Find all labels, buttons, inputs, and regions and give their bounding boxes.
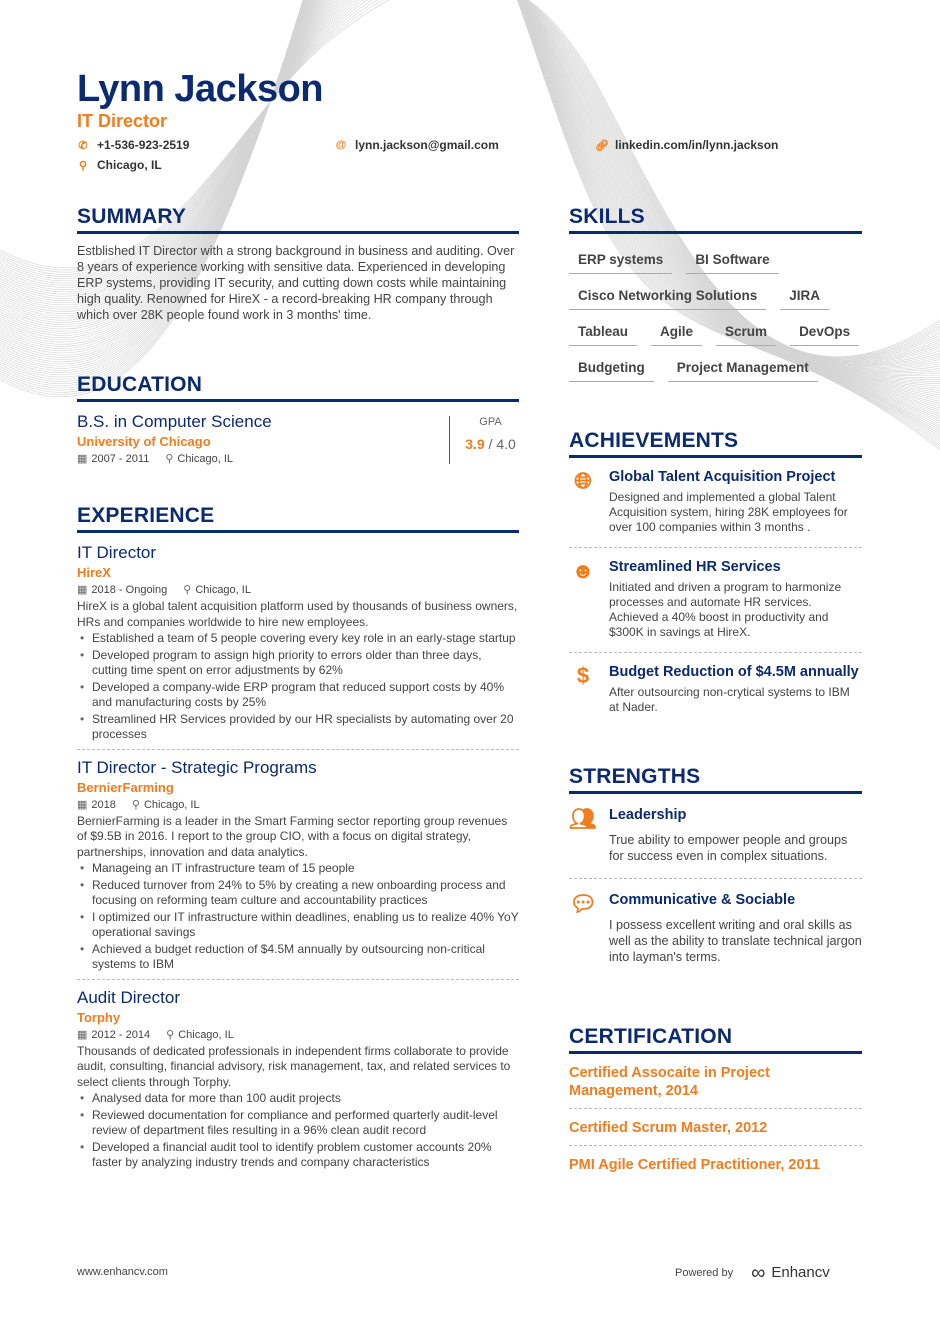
achievement-item xyxy=(569,653,862,727)
certification-item: PMI Agile Certified Practitioner, 2011 xyxy=(569,1157,820,1173)
calendar-icon: ▦ xyxy=(77,798,88,811)
achievement-item xyxy=(569,548,862,653)
bullet-item: • Developed a financial audit tool to identify problem customer accounts 20% faster by analyzing industry trends and company characteristics xyxy=(77,1140,519,1171)
gpa-max: / 4.0 xyxy=(488,436,516,452)
job-role: Audit Director xyxy=(77,987,180,1007)
linkedin-link[interactable]: linkedin.com/in/lynn.jackson xyxy=(615,138,779,152)
phone-text: +1-536-923-2519 xyxy=(97,138,190,152)
calendar-icon: ▦ xyxy=(77,584,88,596)
experience-section xyxy=(77,504,519,1171)
globe-icon: 🌐︎ xyxy=(574,468,592,493)
experience-entry xyxy=(77,543,519,750)
phone xyxy=(77,138,189,152)
section-title: SKILLS xyxy=(569,205,862,234)
strength-title: Leadership xyxy=(609,807,687,823)
header xyxy=(77,68,323,132)
skills-section xyxy=(569,205,862,382)
location-pin-icon: ⚲ xyxy=(131,798,140,811)
people-icon: 👥︎ xyxy=(569,806,597,831)
education-section xyxy=(77,373,519,468)
location-pin-icon: ⚲ xyxy=(166,1028,175,1041)
company-name: HireX xyxy=(77,565,111,580)
section-title: STRENGTHS xyxy=(569,765,862,794)
summary-text: Estblished IT Director with a strong background in business and auditing. Over 8 years of experience working with sensitive data. Experienced in developing ERP systems, providing IT security, and cutting down costs while maintaining high quality. Renowned for HireX - a record-breaking HR company through which over 28K people found work in 3 months' time. xyxy=(77,244,515,322)
strength-item xyxy=(569,794,862,879)
bullet-item: • Streamlined HR Services provided by our HR specialists by automating over 20 processes xyxy=(77,712,519,743)
dates: 2012 - 2014 xyxy=(91,1028,151,1041)
location: Chicago, IL xyxy=(177,453,234,465)
strength-text: I possess excellent writing and oral skills as well as the ability to translate technical jargon into layman's terms. xyxy=(609,918,862,964)
achievement-item xyxy=(569,458,862,548)
calendar-icon: ▦ xyxy=(77,1028,88,1041)
skill-tag: BI Software xyxy=(686,248,778,274)
bullet-item: • Achieved a budget reduction of $4.5M annually by outsourcing non-critical systems to IBM xyxy=(77,942,519,973)
skill-tag: Agile xyxy=(651,320,702,346)
skill-tag: Project Management xyxy=(668,356,818,382)
achievement-text: Designed and implemented a global Talent Acquisition system, hiring 28K employees for over 100 companies within 3 months . xyxy=(609,490,848,534)
experience-entry xyxy=(77,988,519,1171)
location-pin-icon: ⚲ xyxy=(165,453,174,465)
dates: 2007 - 2011 xyxy=(91,453,150,465)
location-pin-icon: ⚲ xyxy=(183,584,192,596)
bullet-item: • Established a team of 5 people covering every key role in an early-stage startup xyxy=(77,631,519,647)
bullet-item: • Reduced turnover from 24% to 5% by creating a new onboarding process and focusing on reforming team culture and accountability practices xyxy=(77,878,519,909)
skill-tag: Cisco Networking Solutions xyxy=(569,284,766,310)
strength-text: True ability to empower people and groups for success even in complex situations. xyxy=(609,833,848,863)
enhancv-logo-icon: ∞ xyxy=(751,1261,766,1284)
dates: 2018 xyxy=(91,798,116,811)
strength-item xyxy=(569,879,862,979)
section-title: EXPERIENCE xyxy=(77,504,519,533)
skill-tag: DevOps xyxy=(790,320,859,346)
job-role: IT Director - Strategic Programs xyxy=(77,757,317,777)
achievements-section xyxy=(569,429,862,727)
skill-tag: Tableau xyxy=(569,320,637,346)
achievement-title: Budget Reduction of $4.5M annually xyxy=(609,664,859,680)
experience-entry xyxy=(77,758,519,980)
bullet-item: • Reviewed documentation for compliance and performed quarterly audit-level review of department files resulting in a 96% clean audit record xyxy=(77,1108,519,1139)
gpa-box xyxy=(449,416,519,464)
dates: 2018 - Ongoing xyxy=(91,584,168,596)
certification-section xyxy=(569,1025,862,1182)
school: University of Chicago xyxy=(77,434,211,449)
section-title: CERTIFICATION xyxy=(569,1025,862,1054)
section-title: EDUCATION xyxy=(77,373,519,402)
bullet-item: • Developed a company-wide ERP program that reduced support costs by 40% and manufacturing costs by 25% xyxy=(77,680,519,711)
candidate-name: Lynn Jackson xyxy=(77,68,324,110)
skill-tag: ERP systems xyxy=(569,248,672,274)
certification-item: Certified Assocaite in Project Management, 2014 xyxy=(569,1054,862,1109)
skill-tag: Budgeting xyxy=(569,356,654,382)
achievement-text: Initiated and driven a program to harmonize processes and automate HR services. Achieved a 40% boost in productivity and $300K in savings at HireX. xyxy=(609,580,842,639)
degree: B.S. in Computer Science xyxy=(77,412,272,431)
link-icon: 🔗︎ xyxy=(595,139,609,152)
strengths-section xyxy=(569,765,862,979)
achievement-title: Streamlined HR Services xyxy=(609,559,781,575)
skill-tag: JIRA xyxy=(780,284,829,310)
job-description: Thousands of dedicated professionals in independent firms collaborate to provide audit, consulting, financial advisory, risk management, tax, and related services to select clients through Torphy. xyxy=(77,1043,511,1089)
achievement-text: After outsourcing non-crytical systems to IBM at Nader. xyxy=(609,685,850,714)
location-text: Chicago, IL xyxy=(97,158,162,172)
powered-by: Powered by xyxy=(675,1266,734,1279)
job-description: HireX is a global talent acquisition platform used by thousands of business owners, HRs and companies worldwide to hire new employees. xyxy=(77,599,518,629)
gpa-label: GPA xyxy=(479,416,502,428)
footer-website[interactable]: www.enhancv.com xyxy=(77,1266,168,1278)
company-name: Torphy xyxy=(77,1009,121,1025)
headset-icon: ☻ xyxy=(571,558,595,583)
location xyxy=(77,158,162,172)
company-name: BernierFarming xyxy=(77,779,174,795)
footer-brand xyxy=(675,1261,830,1284)
bullet-item: • Analysed data for more than 100 audit projects xyxy=(77,1091,519,1107)
achievement-title: Global Talent Acquisition Project xyxy=(609,469,836,485)
skill-tag: Scrum xyxy=(716,320,776,346)
chat-icon: 💬︎ xyxy=(569,891,597,916)
linkedin[interactable] xyxy=(595,138,778,152)
brand-name: Enhancv xyxy=(771,1264,830,1281)
bullet-item: • Developed program to assign high priority to errors older than three days, cutting time spent on error adjustments by 62% xyxy=(77,648,519,679)
strength-title: Communicative & Sociable xyxy=(609,892,796,908)
at-icon: @ xyxy=(335,139,347,151)
section-title: SUMMARY xyxy=(77,205,519,234)
location: Chicago, IL xyxy=(195,584,251,596)
calendar-icon: ▦ xyxy=(77,453,88,465)
location: Chicago, IL xyxy=(143,798,200,811)
certification-item: Certified Scrum Master, 2012 xyxy=(569,1109,862,1146)
job-role: IT Director xyxy=(77,543,157,562)
section-title: ACHIEVEMENTS xyxy=(569,429,862,458)
location-pin-icon: ⚲ xyxy=(78,159,88,172)
email[interactable] xyxy=(335,138,499,152)
bullet-item: • Manageing an IT infrastructure team of 15 people xyxy=(77,861,519,877)
dollar-icon: $ xyxy=(576,663,590,688)
candidate-title: IT Director xyxy=(77,111,168,131)
summary-section xyxy=(77,205,519,323)
phone-icon: ✆ xyxy=(78,139,88,152)
email-link[interactable]: lynn.jackson@gmail.com xyxy=(355,138,499,152)
location: Chicago, IL xyxy=(178,1028,234,1041)
bullet-item: • I optimized our IT infrastructure within deadlines, enabling us to realize 40% YoY operational savings xyxy=(77,910,519,941)
job-description: BernierFarming is a leader in the Smart Farming sector reporting group revenues of $9.5B in 2016. I report to the group CIO, with a focus on digital strategy, partnerships, innovation and data analytics. xyxy=(77,813,508,859)
gpa-value: 3.9 xyxy=(465,436,485,452)
